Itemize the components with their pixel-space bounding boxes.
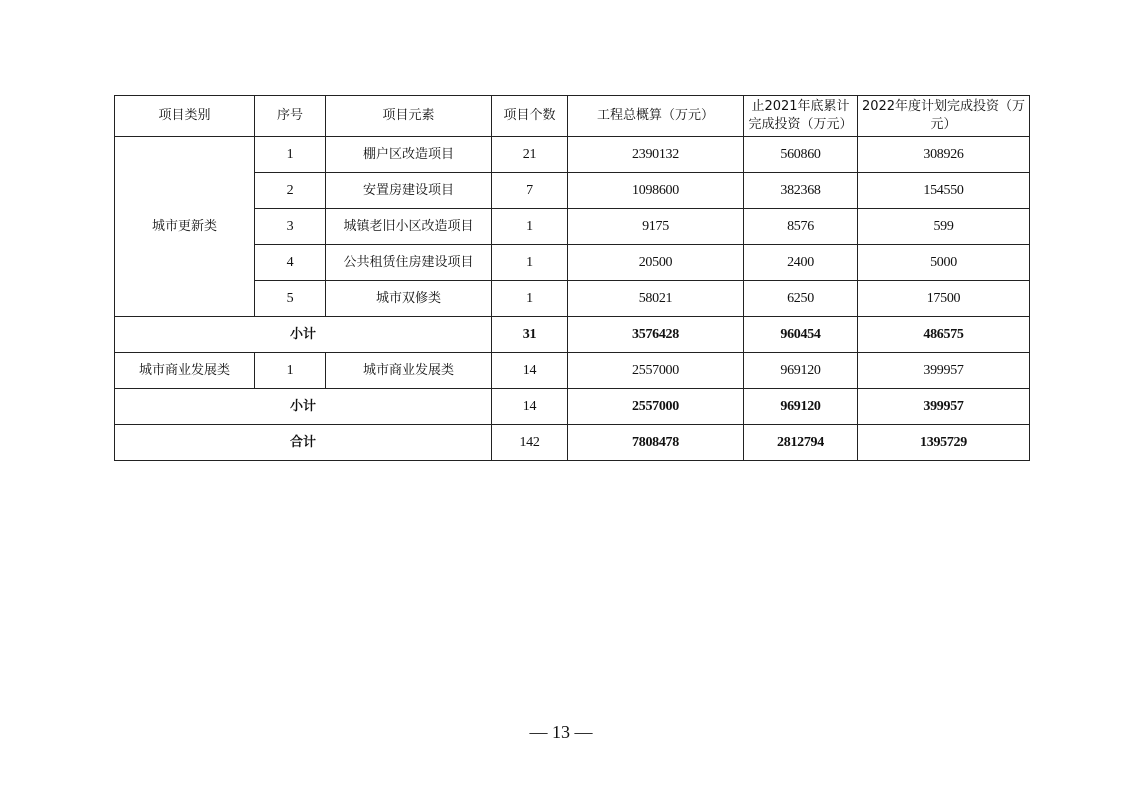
subtotal-plan2022: 486575 <box>858 317 1030 353</box>
subtotal-label: 小计 <box>115 389 492 425</box>
header-seq: 序号 <box>255 96 326 137</box>
subtotal-row <box>115 389 1030 425</box>
cum2021-cell: 6250 <box>744 281 858 317</box>
subtotal-count: 14 <box>492 389 568 425</box>
header-cum-2021: 止2021年底累计完成投资（万元） <box>744 96 858 137</box>
subtotal-cum2021: 969120 <box>744 389 858 425</box>
element-cell: 棚户区改造项目 <box>326 137 492 173</box>
cum2021-cell: 382368 <box>744 173 858 209</box>
plan2022-cell: 599 <box>858 209 1030 245</box>
element-cell: 城镇老旧小区改造项目 <box>326 209 492 245</box>
element-cell: 城市双修类 <box>326 281 492 317</box>
element-cell: 安置房建设项目 <box>326 173 492 209</box>
count-cell: 14 <box>492 353 568 389</box>
header-element: 项目元素 <box>326 96 492 137</box>
table-row <box>115 353 1030 389</box>
total-cell: 20500 <box>568 245 744 281</box>
count-cell: 7 <box>492 173 568 209</box>
total-cell: 1098600 <box>568 173 744 209</box>
page-number: — 13 — <box>529 722 593 742</box>
cum2021-cell: 969120 <box>744 353 858 389</box>
element-cell: 公共租赁住房建设项目 <box>326 245 492 281</box>
count-cell: 1 <box>492 281 568 317</box>
grand-total-total: 7808478 <box>568 425 744 461</box>
header-count: 项目个数 <box>492 96 568 137</box>
subtotal-count: 31 <box>492 317 568 353</box>
grand-total-label: 合计 <box>115 425 492 461</box>
plan2022-cell: 154550 <box>858 173 1030 209</box>
grand-total-count: 142 <box>492 425 568 461</box>
cum2021-cell: 560860 <box>744 137 858 173</box>
count-cell: 21 <box>492 137 568 173</box>
subtotal-total: 3576428 <box>568 317 744 353</box>
total-cell: 58021 <box>568 281 744 317</box>
plan2022-cell: 399957 <box>858 353 1030 389</box>
seq-cell: 5 <box>255 281 326 317</box>
seq-cell: 1 <box>255 353 326 389</box>
cum2021-cell: 8576 <box>744 209 858 245</box>
subtotal-row <box>115 317 1030 353</box>
element-cell: 城市商业发展类 <box>326 353 492 389</box>
subtotal-cum2021: 960454 <box>744 317 858 353</box>
header-plan-2022: 2022年度计划完成投资（万元） <box>858 96 1030 137</box>
count-cell: 1 <box>492 245 568 281</box>
subtotal-plan2022: 399957 <box>858 389 1030 425</box>
total-cell: 2390132 <box>568 137 744 173</box>
subtotal-label: 小计 <box>115 317 492 353</box>
total-cell: 9175 <box>568 209 744 245</box>
investment-table <box>114 95 1030 461</box>
count-cell: 1 <box>492 209 568 245</box>
seq-cell: 4 <box>255 245 326 281</box>
seq-cell: 2 <box>255 173 326 209</box>
header-category: 项目类别 <box>115 96 255 137</box>
seq-cell: 3 <box>255 209 326 245</box>
category-cell: 城市更新类 <box>115 137 255 317</box>
header-total-budget: 工程总概算（万元） <box>568 96 744 137</box>
plan2022-cell: 5000 <box>858 245 1030 281</box>
cum2021-cell: 2400 <box>744 245 858 281</box>
plan2022-cell: 308926 <box>858 137 1030 173</box>
subtotal-total: 2557000 <box>568 389 744 425</box>
category-cell: 城市商业发展类 <box>115 353 255 389</box>
table-header-row <box>115 96 1030 137</box>
total-cell: 2557000 <box>568 353 744 389</box>
plan2022-cell: 17500 <box>858 281 1030 317</box>
grand-total-plan2022: 1395729 <box>858 425 1030 461</box>
table-row <box>115 137 1030 173</box>
seq-cell: 1 <box>255 137 326 173</box>
grand-total-cum2021: 2812794 <box>744 425 858 461</box>
grand-total-row <box>115 425 1030 461</box>
